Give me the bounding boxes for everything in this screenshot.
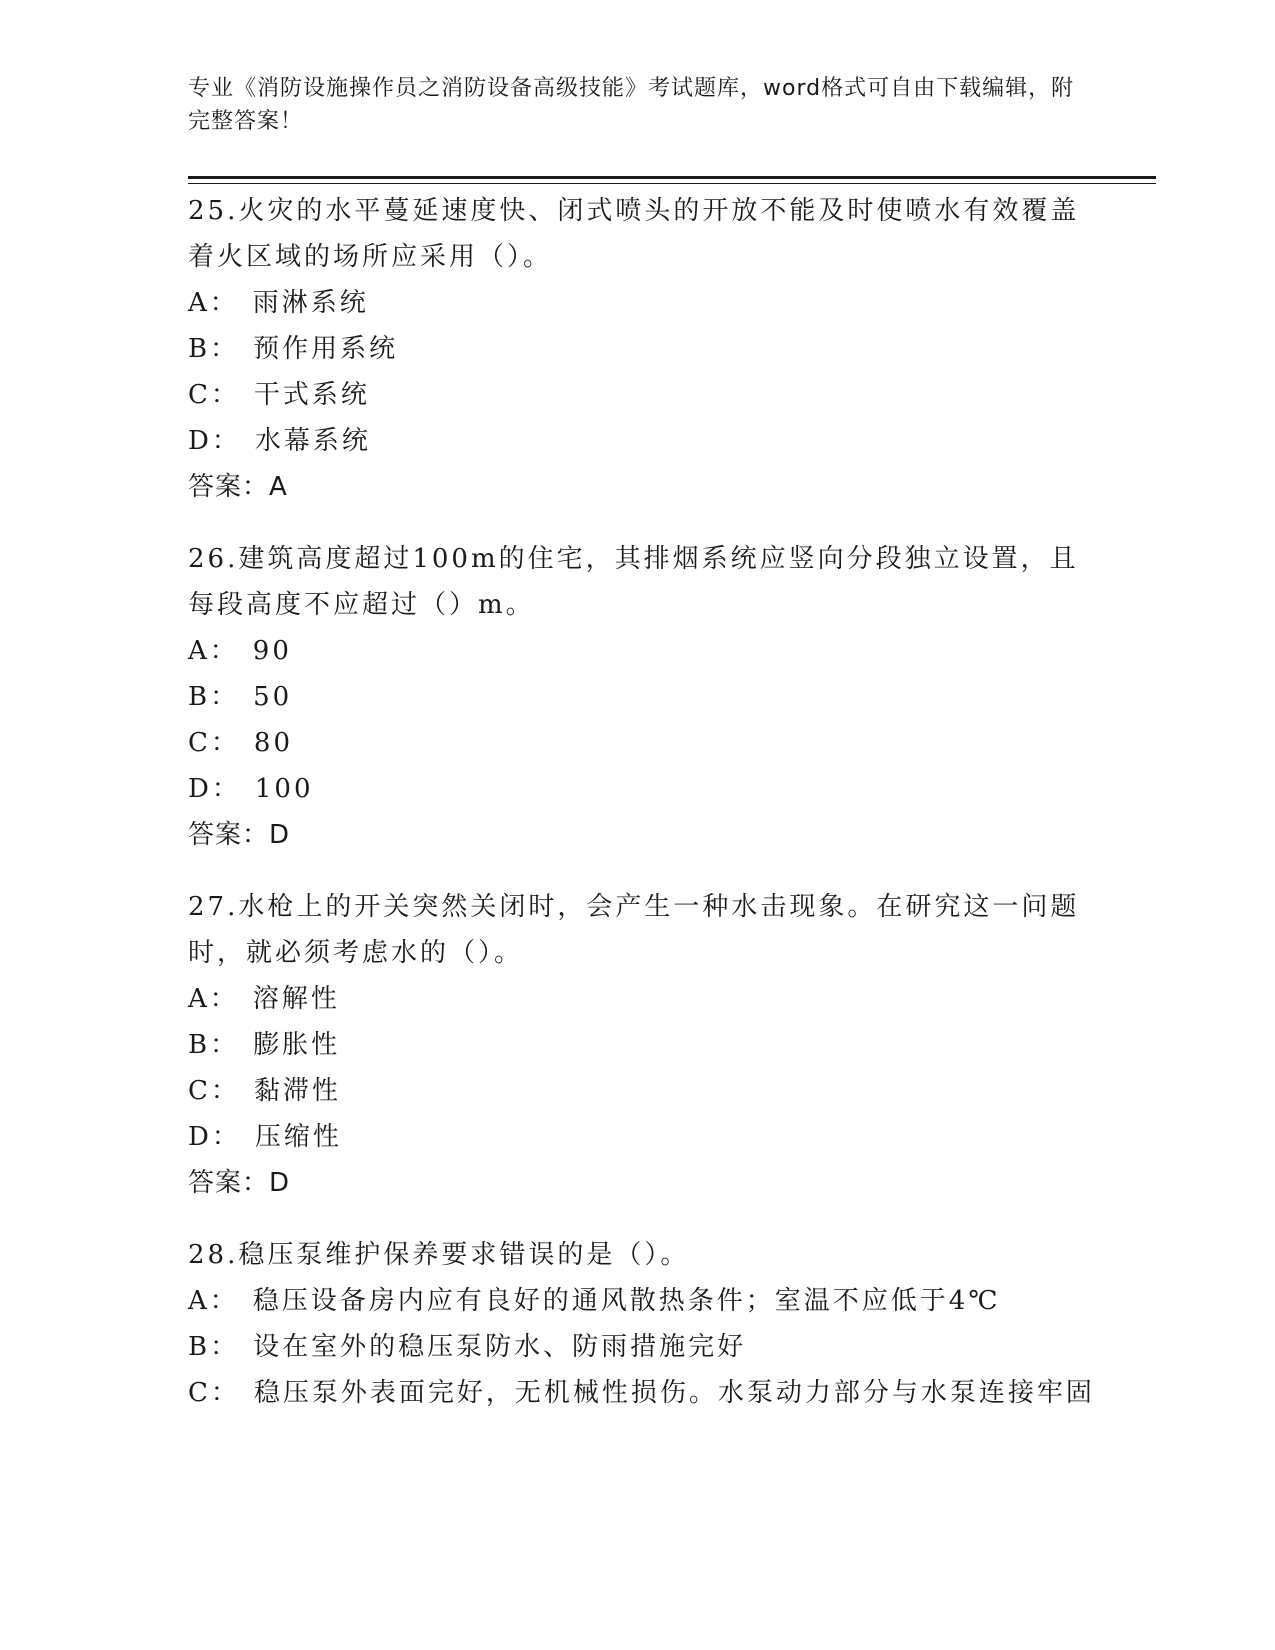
option-b — [188, 674, 1088, 720]
option-key: D： — [188, 774, 241, 804]
option-key: B： — [188, 1030, 240, 1060]
option-c — [188, 372, 1088, 418]
option-text: 预作用系统 — [253, 334, 399, 364]
answer-line: 答案：A — [188, 472, 288, 502]
document-header: 专业《消防设施操作员之消防设备高级技能》考试题库，word格式可自由下载编辑，附完整答案！ — [188, 76, 1075, 134]
option-a — [188, 1278, 1088, 1324]
answer-line: 答案：D — [188, 820, 291, 850]
option-text: 稳压泵外表面完好，无机械性损伤。水泵动力部分与水泵连接牢固 — [253, 1378, 1095, 1408]
option-text: 黏滞性 — [253, 1076, 341, 1106]
option-text: 溶解性 — [252, 984, 340, 1014]
question-stem: 25.火灾的水平蔓延速度快、闭式喷头的开放不能及时使喷水有效覆盖着火区域的场所应采用（）。 — [188, 196, 1080, 272]
option-key: B： — [188, 682, 240, 712]
header-divider-thick — [188, 176, 1156, 179]
option-key: C： — [188, 1076, 240, 1106]
option-key: B： — [188, 1332, 240, 1362]
option-key: C： — [188, 380, 240, 410]
question-26 — [188, 536, 1088, 858]
option-key: A： — [188, 636, 239, 666]
option-b — [188, 1324, 1088, 1370]
option-c — [188, 1068, 1088, 1114]
option-key: A： — [188, 288, 239, 318]
option-d — [188, 766, 1088, 812]
option-key: A： — [188, 1286, 239, 1316]
option-text: 90 — [252, 636, 292, 666]
question-25 — [188, 188, 1088, 510]
option-key: A： — [188, 984, 239, 1014]
option-c — [188, 1370, 1095, 1416]
option-text: 100 — [254, 774, 314, 804]
option-a — [188, 628, 1088, 674]
option-text: 压缩性 — [254, 1122, 342, 1152]
question-28 — [188, 1232, 1095, 1416]
question-27 — [188, 884, 1088, 1206]
option-text: 80 — [253, 728, 293, 758]
option-b — [188, 1022, 1088, 1068]
option-key: C： — [188, 1378, 240, 1408]
question-list — [188, 188, 1095, 1442]
option-d — [188, 418, 1088, 464]
option-c — [188, 720, 1088, 766]
option-a — [188, 976, 1088, 1022]
option-a — [188, 280, 1088, 326]
option-d — [188, 1114, 1088, 1160]
option-text: 稳压设备房内应有良好的通风散热条件；室温不应低于4℃ — [252, 1286, 1001, 1316]
option-text: 50 — [253, 682, 293, 712]
option-key: C： — [188, 728, 240, 758]
question-stem: 28.稳压泵维护保养要求错误的是（）。 — [188, 1240, 690, 1270]
option-key: B： — [188, 334, 240, 364]
option-key: D： — [188, 426, 241, 456]
option-key: D： — [188, 1122, 241, 1152]
option-text: 膨胀性 — [253, 1030, 341, 1060]
header-divider-thin — [188, 183, 1156, 184]
option-text: 水幕系统 — [254, 426, 371, 456]
answer-line: 答案：D — [188, 1168, 291, 1198]
question-stem: 27.水枪上的开关突然关闭时，会产生一种水击现象。在研究这一问题时，就必须考虑水的（）。 — [188, 892, 1080, 968]
option-text: 雨淋系统 — [252, 288, 369, 318]
option-text: 干式系统 — [253, 380, 370, 410]
option-b — [188, 326, 1088, 372]
option-text: 设在室外的稳压泵防水、防雨措施完好 — [253, 1332, 747, 1362]
question-stem: 26.建筑高度超过100m的住宅，其排烟系统应竖向分段独立设置，且每段高度不应超过（）m。 — [188, 544, 1079, 620]
